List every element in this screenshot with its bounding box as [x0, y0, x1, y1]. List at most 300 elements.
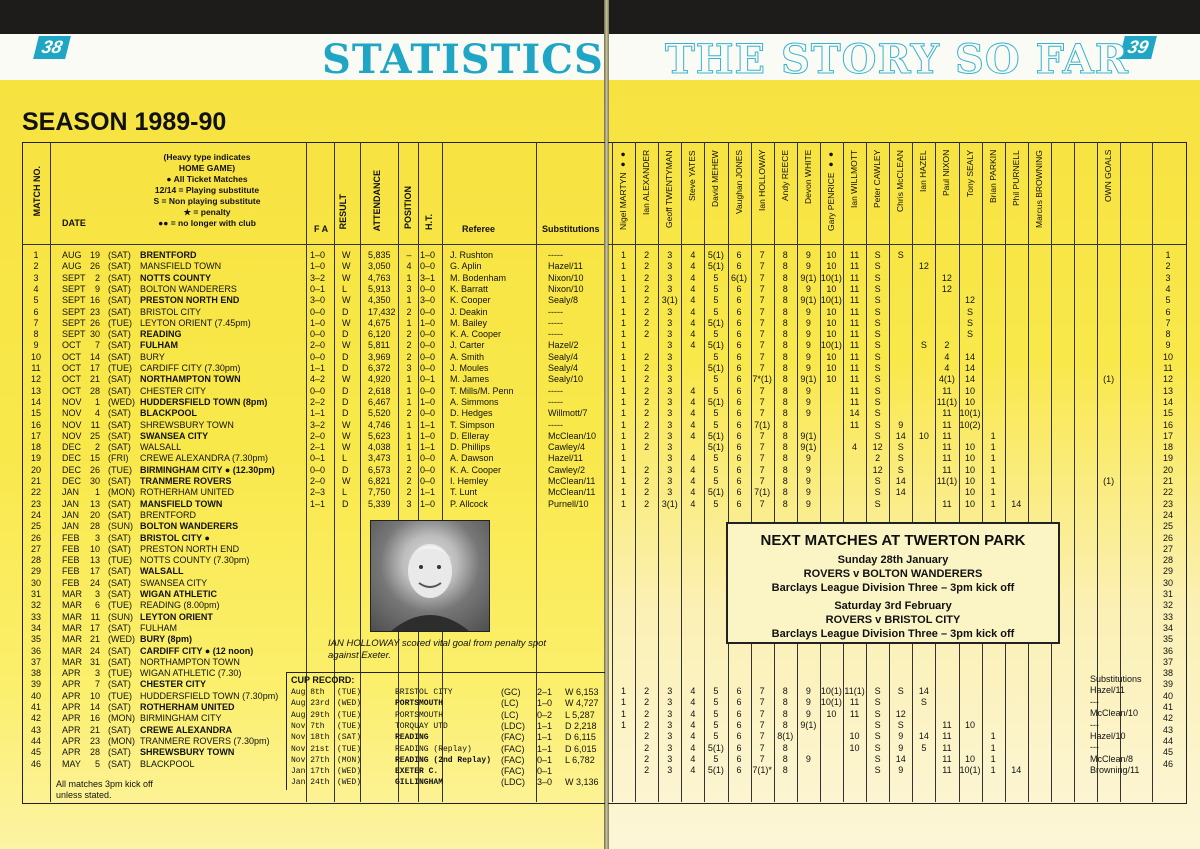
match-substitutions: Sealy/8 [548, 295, 579, 306]
appearance-cell: 9 [805, 340, 811, 351]
match-opponent: LEYTON ORIENT (7.45pm) [140, 317, 251, 328]
match-halftime: 3–0 [420, 295, 436, 306]
match-day: 23 [89, 735, 100, 746]
appearance-cell: 7 [759, 329, 765, 340]
appearance-cell: 11 [849, 385, 860, 396]
match-number: 33 [30, 611, 41, 622]
match-month: MAR [62, 634, 82, 645]
appearance-cell: 11 [849, 374, 860, 385]
match-substitutions: Purnell/10 [548, 498, 589, 509]
match-attendance: 6,120 [368, 329, 391, 340]
match-position: 2 [406, 408, 412, 419]
match-position: 2 [406, 464, 412, 475]
appearance-cell: 9 [805, 329, 811, 340]
right-match-number: 9 [1165, 340, 1171, 351]
match-substitutions: Sealy/4 [548, 363, 579, 373]
header-match-no: MATCH NO. [32, 166, 42, 217]
match-day: 4 [94, 408, 100, 419]
appearance-cell: S [967, 306, 974, 317]
appearance-cell: 5 [713, 498, 719, 509]
cup-appearance-cell: 1 [990, 765, 996, 776]
appearance-cell: 10 [826, 283, 837, 294]
appearance-cell: 8 [782, 261, 788, 272]
match-opponent: NOTTS COUNTY (7.30pm) [140, 555, 250, 566]
appearance-cell: 1 [621, 385, 627, 396]
appearance-cell: 7 [759, 453, 765, 464]
match-halftime: 1–0 [420, 250, 436, 260]
match-opponent: BLACKPOOL [140, 758, 195, 769]
cup-competition: (FAC) [501, 754, 525, 765]
match-month: APR [62, 668, 81, 679]
match-month: MAR [62, 622, 82, 633]
match-score: 4–2 [310, 374, 326, 385]
cup-appearance-cell: 7 [759, 719, 765, 730]
match-result: L [342, 453, 348, 464]
match-opponent: BURY (8pm) [140, 634, 193, 645]
match-weekday: (SAT) [108, 306, 131, 317]
match-number: 21 [30, 476, 41, 486]
match-score: 1–0 [310, 261, 326, 272]
appearance-cell: 4 [690, 476, 696, 486]
header-ht: H.T. [424, 214, 434, 231]
appearance-cell: 6 [736, 453, 742, 464]
appearance-cell: 2 [644, 329, 650, 340]
appearance-cell: 8 [782, 464, 788, 475]
match-opponent: WALSALL [140, 566, 184, 577]
match-number: 14 [30, 396, 41, 407]
match-score: 0–0 [310, 306, 326, 317]
match-halftime: 1–1 [420, 487, 436, 498]
match-weekday: (SAT) [108, 566, 131, 577]
appearance-cell: S [897, 442, 904, 453]
right-match-number: 20 [1162, 464, 1173, 475]
match-referee: T. Lunt [450, 487, 478, 498]
player-column-divider [1005, 142, 1006, 802]
match-halftime: 0–0 [420, 340, 436, 351]
appearance-cell: 8 [782, 306, 788, 317]
player-name-header: Peter CAWLEY [872, 150, 883, 209]
match-month: MAY [62, 758, 81, 769]
match-halftime: 0–0 [420, 385, 436, 396]
cup-appearance-cell: 1 [990, 742, 996, 753]
appearance-cell: S [967, 329, 974, 340]
match-substitutions: Sealy/4 [548, 351, 579, 362]
appearance-cell: 9 [805, 396, 811, 407]
match-day: 1 [94, 396, 100, 407]
cup-weekday: (TUE) [337, 688, 362, 697]
match-number: 13 [30, 385, 41, 396]
appearance-cell: 4 [690, 261, 696, 272]
appearance-cell: 1 [621, 329, 627, 340]
right-match-number: 29 [1162, 566, 1173, 577]
right-match-number: 26 [1162, 532, 1173, 543]
match-number: 17 [30, 430, 41, 441]
match-month: MAR [62, 589, 82, 599]
match-weekday: (SAT) [108, 419, 131, 430]
appearance-cell: 1 [621, 317, 627, 328]
cup-appearance-cell: 11 [942, 742, 952, 753]
appearance-cell: 9(1) [800, 442, 817, 453]
cup-appearance-cell: 6 [736, 753, 742, 764]
match-month: NOV [62, 396, 82, 407]
appearance-cell: 8 [782, 329, 788, 340]
cup-appearance-cell: 6 [736, 708, 742, 719]
match-attendance: 6,821 [368, 476, 391, 486]
match-month: OCT [62, 385, 81, 396]
appearance-cell: S [874, 487, 881, 498]
appearance-cell: 1 [621, 363, 627, 373]
appearance-cell: 7*(1) [752, 374, 772, 385]
match-score: 1–1 [310, 498, 326, 509]
match-day: 3 [94, 668, 100, 679]
match-number: 5 [33, 295, 39, 306]
key-line: ★ = penalty [183, 207, 231, 217]
match-day: 14 [89, 351, 100, 362]
right-match-number: 36 [1162, 645, 1173, 656]
cup-sub-entry: McClean/8 [1090, 753, 1134, 764]
appearance-cell: 8 [782, 396, 788, 407]
cup-sub-entry: Hazel/11 [1090, 685, 1125, 696]
match-substitutions: Hazel/11 [548, 453, 583, 464]
match-day: 17 [89, 566, 100, 577]
cup-appearance-cell: 7 [759, 731, 765, 742]
match-weekday: (SAT) [108, 340, 131, 351]
right-match-number: 7 [1165, 317, 1171, 328]
match-opponent: WIGAN ATHLETIC (7.30) [140, 668, 242, 679]
match-halftime: 0–0 [420, 306, 436, 317]
player-name-header: Ian HOLLOWAY [756, 150, 767, 212]
appearance-cell: 8 [782, 351, 788, 362]
appearance-cell: 6 [736, 363, 742, 373]
appearance-cell: 9 [805, 306, 811, 317]
cup-appearance-cell: 11 [942, 719, 952, 730]
appearance-cell: 6 [736, 442, 742, 453]
key-line: ● All Ticket Matches [166, 174, 248, 184]
cup-opponent: EXETER C. [395, 767, 439, 777]
cup-appearance-cell: 6 [736, 742, 742, 753]
appearance-cell: 7 [759, 430, 765, 441]
player-column-divider [1051, 142, 1052, 802]
match-weekday: (SAT) [108, 532, 131, 543]
appearance-cell: 1 [990, 430, 996, 441]
match-month: SEPT [62, 295, 86, 306]
header-attendance: ATTENDANCE [372, 170, 382, 232]
appearance-cell: 7 [759, 464, 765, 475]
appearance-cell: 1 [990, 498, 996, 509]
cup-appearance-cell: 5 [713, 719, 719, 730]
match-result: W [342, 272, 351, 283]
match-substitutions: ----- [548, 250, 563, 260]
appearance-cell: 14 [965, 374, 976, 385]
appearance-cell: 3 [667, 340, 673, 351]
appearance-cell: 1 [621, 430, 627, 441]
cup-weekday: (SAT) [337, 733, 362, 743]
match-weekday: (TUE) [108, 555, 132, 566]
match-position: 1 [406, 396, 412, 407]
match-halftime: 0–0 [420, 283, 436, 294]
cup-score: 1–0 [537, 698, 553, 709]
match-substitutions: ----- [548, 317, 563, 328]
match-position: 2 [406, 306, 412, 317]
cup-appearance-cell: 3 [667, 765, 673, 776]
match-substitutions: McClean/11 [548, 487, 596, 498]
appearance-cell: S [874, 329, 881, 340]
right-match-number: 39 [1162, 679, 1173, 690]
match-number: 15 [30, 408, 41, 419]
match-score: 2–0 [310, 430, 326, 441]
match-attendance: 4,920 [368, 374, 391, 385]
match-opponent: MANSFIELD TOWN [140, 498, 223, 509]
appearance-cell: 9 [805, 250, 811, 260]
appearance-cell: 5 [713, 295, 719, 306]
cup-appearance-cell: 4 [690, 765, 696, 776]
appearance-cell: 7 [759, 295, 765, 306]
appearance-cell: 4 [690, 317, 696, 328]
appearance-cell: 9 [805, 464, 811, 475]
match-result: D [342, 408, 349, 419]
match-referee: M. James [450, 374, 490, 385]
appearance-cell: 5 [713, 408, 719, 419]
appearance-cell: 10 [965, 487, 976, 498]
match-attendance: 5,811 [368, 340, 390, 351]
appearance-cell: 10 [965, 396, 976, 407]
appearance-cell: 6 [736, 385, 742, 396]
match-number: 46 [30, 758, 41, 769]
cup-score: 3–0 [537, 777, 553, 788]
match-attendance: 5,520 [368, 408, 391, 419]
appearance-cell: 7(1) [754, 487, 771, 498]
cup-appearance-cell: 5 [713, 753, 719, 764]
cup-appearance-cell: 10 [849, 742, 860, 753]
match-attendance: 17,432 [368, 306, 396, 317]
match-month: NOV [62, 408, 82, 419]
match-month: SEPT [62, 317, 86, 328]
match-day: 30 [89, 476, 100, 486]
match-attendance: 3,473 [368, 453, 391, 464]
right-match-number: 43 [1162, 724, 1173, 735]
match-opponent: READING [140, 329, 182, 340]
appearance-cell: 14 [895, 430, 906, 441]
match-number: 18 [30, 442, 41, 453]
match-day: 10 [89, 690, 100, 701]
cup-sub-entry: Browning/11 [1090, 765, 1140, 776]
appearance-cell: 6 [736, 306, 742, 317]
appearance-cell: 3 [667, 272, 673, 283]
cup-appearance-cell: 4 [690, 708, 696, 719]
column-divider [50, 142, 51, 802]
appearance-cell: 11 [942, 430, 952, 441]
match-day: 21 [89, 634, 100, 645]
appearance-cell: 11 [849, 250, 860, 260]
appearance-cell: 2 [644, 374, 650, 385]
appearance-cell: 7 [759, 476, 765, 486]
appearance-cell: S [874, 283, 881, 294]
match-score: 3–2 [310, 272, 326, 283]
match-opponent: SHREWSBURY TOWN [140, 419, 234, 430]
cup-appearance-cell: 6 [736, 686, 742, 696]
cup-appearance-cell: 4 [690, 697, 696, 708]
cup-opponent: READING (2nd Replay) [395, 755, 492, 765]
cup-appearance-cell: 2 [644, 742, 650, 753]
footnote: All matches 3pm kick off unless stated. [56, 779, 153, 800]
cup-date: Aug 29th [291, 710, 330, 720]
match-score: 0–0 [310, 464, 326, 475]
right-match-number: 46 [1162, 758, 1173, 769]
appearance-cell: 7 [759, 498, 765, 509]
match-number: 7 [33, 317, 39, 328]
next-match-2-date: Saturday 3rd February [834, 600, 952, 612]
appearance-cell: 12 [965, 295, 976, 306]
appearance-cell: 6 [736, 396, 742, 407]
cup-date: Aug 23rd [291, 699, 330, 709]
match-opponent: PRESTON NORTH END [140, 543, 240, 554]
appearance-cell: 9 [805, 498, 811, 509]
appearance-cell: 8 [782, 430, 788, 441]
appearance-cell: 3(1) [661, 295, 678, 306]
match-attendance: 4,675 [368, 317, 391, 328]
right-match-number: 33 [1162, 611, 1173, 622]
appearance-cell: 1 [621, 250, 627, 260]
appearance-cell: S [874, 408, 881, 419]
cup-appearance-cell: 10 [826, 708, 837, 719]
appearance-cell: 10 [826, 261, 837, 272]
cup-sub-entry: --- [1090, 696, 1099, 707]
appearance-cell: 14 [1011, 498, 1022, 509]
match-opponent: WIGAN ATHLETIC [140, 589, 217, 599]
match-referee: K. Cooper [450, 295, 491, 306]
match-score: 3–2 [310, 419, 326, 430]
right-match-number: 6 [1165, 306, 1171, 317]
appearance-cell: 10(1) [959, 408, 981, 419]
appearance-cell: 1 [621, 476, 627, 486]
right-match-number: 12 [1162, 374, 1173, 385]
cup-record-title: CUP RECORD: [291, 675, 355, 685]
appearance-cell: 2 [644, 442, 650, 453]
right-match-number: 25 [1162, 521, 1173, 532]
match-day: 2 [94, 442, 100, 453]
match-month: SEPT [62, 306, 86, 317]
match-number: 1 [33, 250, 39, 260]
appearance-cell: 6 [736, 283, 742, 294]
cup-appearance-cell: S [920, 697, 927, 708]
match-opponent: FULHAM [140, 340, 178, 351]
appearance-cell: S [874, 295, 881, 306]
appearance-cell: 5(1) [707, 430, 724, 441]
appearance-cell: 8 [782, 442, 788, 453]
appearance-cell: 10 [965, 453, 976, 464]
appearance-cell: 11 [942, 385, 952, 396]
appearance-cell: 2 [644, 487, 650, 498]
appearance-cell: 7(1) [754, 419, 771, 430]
appearance-cell: 4 [690, 408, 696, 419]
match-day: 31 [89, 656, 100, 667]
match-month: MAR [62, 611, 82, 622]
cup-appearance-cell: 3 [667, 719, 673, 730]
appearance-cell: S [874, 272, 881, 283]
cup-appearance-cell: 14 [918, 686, 929, 696]
appearance-cell: 1 [990, 453, 996, 464]
appearance-cell: S [874, 476, 881, 486]
match-substitutions: Cawley/4 [548, 442, 586, 453]
appearance-cell: 5 [713, 374, 719, 385]
cup-appearance-cell: 3 [667, 742, 673, 753]
match-result: L [342, 487, 348, 498]
appearance-cell: 1 [621, 442, 627, 453]
match-weekday: (SAT) [108, 747, 131, 758]
right-match-number: 38 [1162, 668, 1173, 679]
player-name-header: Gary PENRICE ●● [825, 150, 836, 231]
appearance-cell: 3 [667, 261, 673, 272]
appearance-cell: 5 [713, 283, 719, 294]
appearance-cell: 5 [713, 419, 719, 430]
header-result: RESULT [338, 194, 348, 230]
match-opponent: HUDDERSFIELD TOWN (8pm) [140, 396, 268, 407]
match-opponent: FULHAM [140, 622, 178, 633]
match-day: 11 [90, 419, 100, 430]
cup-date: Nov 21st [291, 744, 330, 754]
right-match-number: 23 [1162, 498, 1173, 509]
match-opponent: NORTHAMPTON TOWN [140, 656, 240, 667]
next-match-2-fixture: ROVERS v BRISTOL CITY [825, 614, 961, 626]
cup-result: W 4,727 [565, 698, 599, 709]
match-attendance: 6,372 [368, 363, 391, 373]
appearance-cell: 11 [942, 453, 952, 464]
appearance-cell: 14 [849, 408, 860, 419]
appearance-cell: 9 [805, 408, 811, 419]
match-number: 9 [33, 340, 39, 351]
cup-appearance-cell: 11(1) [844, 686, 865, 696]
cup-appearance-cell: 1 [990, 753, 996, 764]
appearance-cell: 11 [849, 272, 860, 283]
key-line: ●● = no longer with club [158, 218, 256, 228]
match-day: 13 [89, 498, 100, 509]
appearance-cell: 3 [667, 306, 673, 317]
appearance-cell: 3 [667, 351, 673, 362]
header-substitutions: Substitutions [542, 224, 600, 234]
appearance-cell: 11 [942, 498, 952, 509]
match-referee: A. Dawson [450, 453, 494, 464]
appearance-cell: 7 [759, 272, 765, 283]
cup-weekday: (WED) [337, 778, 362, 788]
right-match-number: 31 [1162, 589, 1173, 599]
match-weekday: (FRI) [108, 453, 129, 464]
appearance-cell: S [874, 317, 881, 328]
appearance-cell: 6 [736, 295, 742, 306]
appearance-cell: 10 [965, 442, 976, 453]
appearance-cell: 8 [782, 340, 788, 351]
appearance-cell: 4 [944, 363, 950, 373]
match-day: 11 [90, 611, 100, 622]
appearance-cell: 4 [690, 295, 696, 306]
match-halftime: 0–0 [420, 464, 436, 475]
right-match-number: 45 [1162, 747, 1173, 758]
right-match-number: 15 [1162, 408, 1173, 419]
match-number: 3 [33, 272, 39, 283]
cup-appearance-cell: 7 [759, 742, 765, 753]
match-weekday: (SAT) [108, 589, 131, 599]
match-month: JAN [62, 509, 80, 520]
appearance-cell: 7 [759, 396, 765, 407]
cup-result: W 3,136 [565, 777, 599, 788]
appearance-cell: 2 [644, 317, 650, 328]
match-month: MAR [62, 600, 82, 611]
appearance-cell: 4 [690, 340, 696, 351]
match-weekday: (SAT) [108, 577, 131, 588]
header-position: POSITION [403, 186, 413, 230]
cup-appearance-cell: 10(1) [820, 697, 842, 708]
cup-weekday: (WED) [337, 699, 362, 709]
player-name-header: Ian ALEXANDER [641, 150, 652, 216]
